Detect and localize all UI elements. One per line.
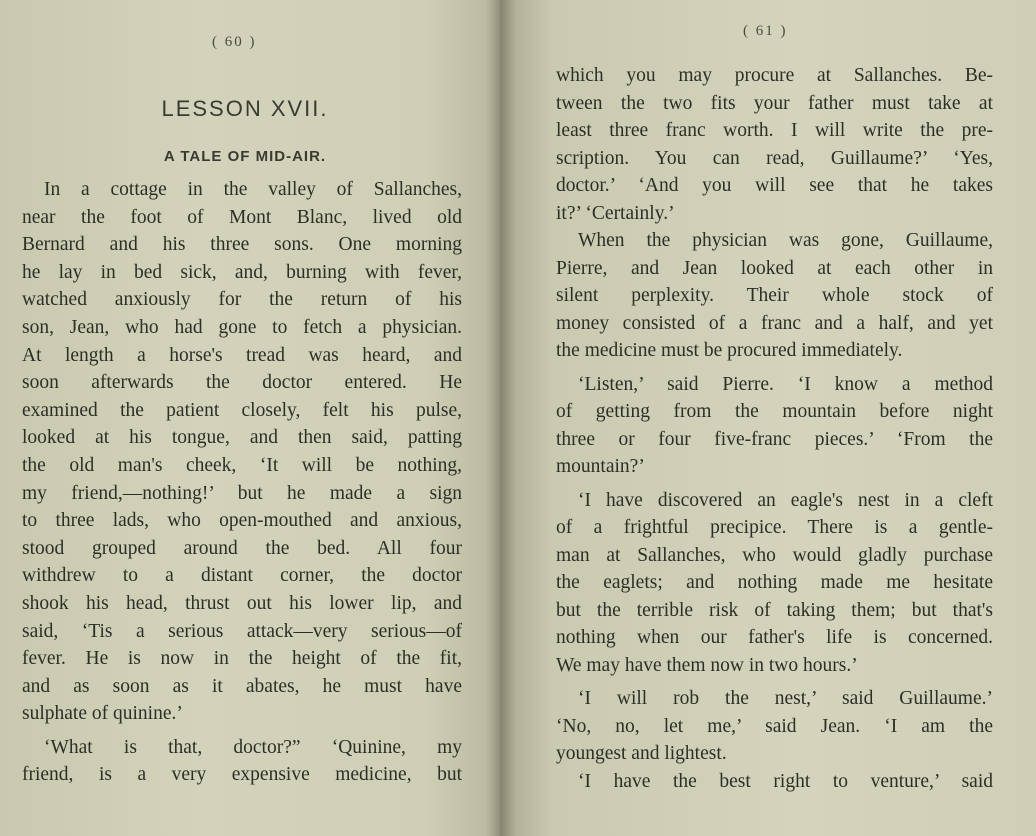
text-line: ‘No, no, let me,’ said Jean. ‘I am the bbox=[556, 715, 993, 737]
text-line: my friend,—nothing!’ but he made a sign bbox=[22, 482, 462, 504]
text-line: examined the patient closely, felt his pulse, bbox=[22, 399, 462, 421]
text-line: watched anxiously for the return of his bbox=[22, 289, 462, 311]
text-line: Pierre, and Jean looked at each other in bbox=[556, 257, 993, 279]
text-line: We may have them now in two hours.’ bbox=[556, 654, 858, 676]
text-line: to three lads, who open-mouthed and anxious, bbox=[22, 510, 462, 532]
text-line: silent perplexity. Their whole stock of bbox=[556, 285, 993, 306]
text-line: least three franc worth. I will write the pre- bbox=[556, 120, 993, 141]
text-line: tween the two fits your father must take at bbox=[556, 92, 993, 114]
text-line: money consisted of a franc and a half, and yet bbox=[556, 312, 993, 334]
right-page-body bbox=[556, 62, 993, 795]
text-line: In a cottage in the valley of Sallanches, bbox=[44, 179, 462, 200]
text-line: mountain?’ bbox=[556, 456, 645, 477]
text-line: At length a horse's tread was heard, and bbox=[22, 344, 462, 366]
text-line: withdrew to a distant corner, the doctor bbox=[22, 565, 462, 587]
text-line: son, Jean, who had gone to fetch a physician. bbox=[22, 316, 462, 338]
left-page-body bbox=[22, 176, 462, 789]
right-page bbox=[500, 0, 1036, 836]
text-line: he lay in bed sick, and, burning with fever, bbox=[22, 261, 462, 283]
text-line: near the foot of Mont Blanc, lived old bbox=[22, 206, 462, 228]
text-line: said, ‘Tis a serious attack—very serious—of bbox=[22, 620, 462, 642]
text-line: but the terrible risk of taking them; but that's bbox=[556, 599, 993, 621]
text-line: friend, is a very expensive medicine, but bbox=[22, 764, 462, 786]
text-line: man at Sallanches, who would gladly purchase bbox=[556, 544, 993, 566]
text-line: stood grouped around the bed. All four bbox=[22, 537, 462, 559]
text-line: looked at his tongue, and then said, patting bbox=[22, 427, 462, 449]
text-line: shook his head, thrust out his lower lip, and bbox=[22, 592, 462, 614]
text-line: ‘I have the best right to venture,’ said bbox=[578, 770, 993, 792]
text-line: ‘Listen,’ said Pierre. ‘I know a method bbox=[578, 373, 993, 395]
lesson-subtitle: A TALE OF MID-AIR. bbox=[163, 148, 327, 165]
text-line: Bernard and his three sons. One morning bbox=[22, 234, 462, 256]
text-line: doctor.’ ‘And you will see that he takes bbox=[556, 175, 993, 196]
text-line: When the physician was gone, Guillaume, bbox=[578, 230, 993, 251]
book-gutter bbox=[486, 0, 516, 836]
left-page bbox=[0, 0, 500, 836]
text-line: scription. You can read, Guillaume?’ ‘Yes, bbox=[556, 147, 993, 169]
text-line: the old man's cheek, ‘It will be nothing, bbox=[22, 454, 462, 476]
text-line: sulphate of quinine.’ bbox=[22, 703, 183, 725]
text-line: ‘I have discovered an eagle's nest in a cleft bbox=[578, 489, 993, 511]
text-line: three or four five-franc pieces.’ ‘From the bbox=[556, 428, 993, 450]
text-line: which you may procure at Sallanches. Be- bbox=[556, 65, 993, 86]
text-line: of getting from the mountain before night bbox=[556, 401, 993, 422]
text-line: soon afterwards the doctor entered. He bbox=[22, 372, 462, 394]
text-line: ‘What is that, doctor?” ‘Quinine, my bbox=[44, 736, 462, 758]
text-line: youngest and lightest. bbox=[556, 743, 727, 764]
text-line: the medicine must be procured immediately. bbox=[556, 340, 903, 361]
text-line: and as soon as it abates, he must have bbox=[22, 675, 462, 697]
page-number-right: ( 61 ) bbox=[743, 23, 788, 39]
text-line: ‘I will rob the nest,’ said Guillaume.’ bbox=[578, 688, 993, 709]
page-number-left: ( 60 ) bbox=[212, 34, 257, 50]
lesson-heading: LESSON XVII. bbox=[161, 96, 329, 121]
text-line: fever. He is now in the height of the fit, bbox=[22, 648, 462, 670]
text-line: the eaglets; and nothing made me hesitate bbox=[556, 572, 993, 593]
text-line: it?’ ‘Certainly.’ bbox=[556, 202, 675, 224]
text-line: nothing when our father's life is concerned. bbox=[556, 627, 993, 648]
text-line: of a frightful precipice. There is a gentle- bbox=[556, 517, 993, 538]
